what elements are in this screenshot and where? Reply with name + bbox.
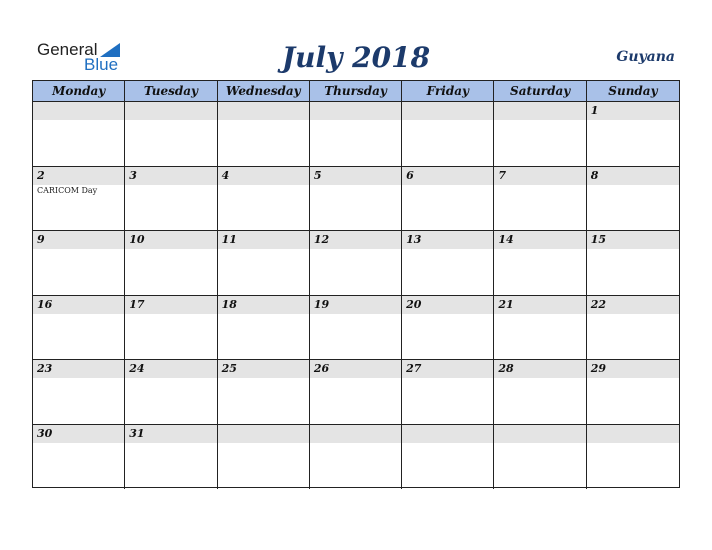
day-cell [125, 425, 217, 490]
day-cell [402, 102, 494, 166]
day-header-band [402, 167, 493, 185]
day-number: 19 [313, 297, 330, 311]
day-header-band [587, 102, 679, 120]
day-number: 11 [221, 233, 237, 246]
day-header-band [494, 425, 585, 443]
weekday-tuesday: Tuesday [125, 81, 217, 101]
day-cell [587, 102, 679, 166]
day-cell [218, 296, 310, 360]
day-cell [494, 296, 586, 360]
day-number: 7 [498, 168, 507, 182]
day-number: 1 [590, 104, 599, 117]
country-label: Guyana [616, 49, 675, 65]
day-header-band [218, 425, 309, 443]
day-cell [218, 231, 310, 295]
day-number: 24 [129, 362, 145, 375]
day-cell [33, 167, 125, 231]
day-header-band [310, 167, 401, 185]
day-header-band [218, 102, 309, 120]
day-cell [33, 425, 125, 490]
day-header-band [310, 102, 401, 120]
logo-text-general: General [37, 40, 98, 59]
day-cell [125, 102, 217, 166]
day-header-band [33, 231, 124, 249]
day-cell [494, 231, 586, 295]
day-cell [587, 425, 679, 490]
week-row [33, 167, 679, 232]
day-cell [587, 231, 679, 295]
day-number: 28 [498, 362, 514, 375]
day-number: 16 [37, 297, 53, 311]
day-cell [494, 425, 586, 490]
day-number: 2 [37, 168, 45, 182]
day-cell [310, 231, 402, 295]
day-cell [310, 167, 402, 231]
day-header-band [218, 167, 309, 185]
day-cell [218, 360, 310, 424]
day-cell [125, 231, 217, 295]
week-row [33, 231, 679, 296]
day-cell [587, 296, 679, 360]
day-number: 29 [590, 362, 606, 375]
day-number: 9 [37, 233, 45, 246]
day-cell [33, 102, 125, 166]
day-number: 3 [129, 168, 137, 182]
day-cell [310, 360, 402, 424]
day-cell [587, 360, 679, 424]
day-number: 4 [221, 168, 230, 182]
day-cell [33, 360, 125, 424]
day-number: 18 [221, 297, 237, 311]
day-cell [310, 425, 402, 490]
day-number: 27 [406, 362, 422, 375]
weekday-saturday: Saturday [494, 81, 586, 101]
day-header-band [125, 102, 216, 120]
day-cell [494, 167, 586, 231]
weekday-sunday: Sunday [608, 84, 658, 98]
day-cell [218, 167, 310, 231]
day-cell [218, 102, 310, 166]
day-number: 26 [313, 362, 330, 375]
calendar-title: July 2018 [281, 41, 431, 74]
day-number: 15 [590, 233, 606, 246]
day-cell [33, 296, 125, 360]
day-header-band [494, 167, 585, 185]
day-number: 22 [590, 297, 606, 311]
day-number: 8 [590, 168, 599, 182]
day-cell [402, 231, 494, 295]
day-number: 5 [313, 168, 322, 182]
weekday-monday: Monday [33, 81, 125, 101]
day-number: 17 [129, 297, 145, 311]
weekday-wednesday: Wednesday [218, 81, 310, 101]
day-number: 10 [129, 233, 145, 246]
day-number: 30 [37, 426, 53, 440]
calendar-grid [32, 80, 680, 488]
day-cell [125, 360, 217, 424]
week-row [33, 425, 679, 490]
day-cell [402, 425, 494, 490]
day-number: 21 [498, 297, 514, 311]
day-cell [125, 167, 217, 231]
day-header-band [402, 425, 493, 443]
day-header-band [494, 102, 585, 120]
holiday-label: CARICOM Day [37, 185, 98, 195]
weekday-friday: Friday [402, 81, 494, 101]
day-cell [402, 296, 494, 360]
week-row [33, 360, 679, 425]
day-number: 6 [406, 168, 414, 182]
day-number: 23 [37, 362, 53, 375]
week-row [33, 102, 679, 167]
day-header-band [402, 102, 493, 120]
day-number: 14 [498, 233, 514, 246]
day-cell [402, 360, 494, 424]
day-cell [402, 167, 494, 231]
day-header-band [33, 102, 124, 120]
day-number: 31 [129, 426, 145, 440]
day-cell [494, 360, 586, 424]
day-number: 12 [313, 233, 330, 246]
day-header-band [587, 167, 679, 185]
day-number: 13 [406, 233, 422, 246]
day-cell [125, 296, 217, 360]
day-header-band [587, 425, 679, 443]
day-header-band [310, 425, 401, 443]
day-cell [33, 231, 125, 295]
weekday-thursday: Thursday [310, 81, 402, 101]
day-cell [310, 296, 402, 360]
day-cell [310, 102, 402, 166]
day-cell [494, 102, 586, 166]
weekday-header [33, 81, 679, 102]
day-header-band [33, 167, 124, 185]
day-cell [587, 167, 679, 231]
day-number: 25 [221, 362, 237, 375]
day-header-band [125, 167, 216, 185]
logo-text-blue: Blue [84, 55, 119, 74]
day-number: 20 [406, 297, 422, 311]
day-cell [218, 425, 310, 490]
week-row [33, 296, 679, 361]
